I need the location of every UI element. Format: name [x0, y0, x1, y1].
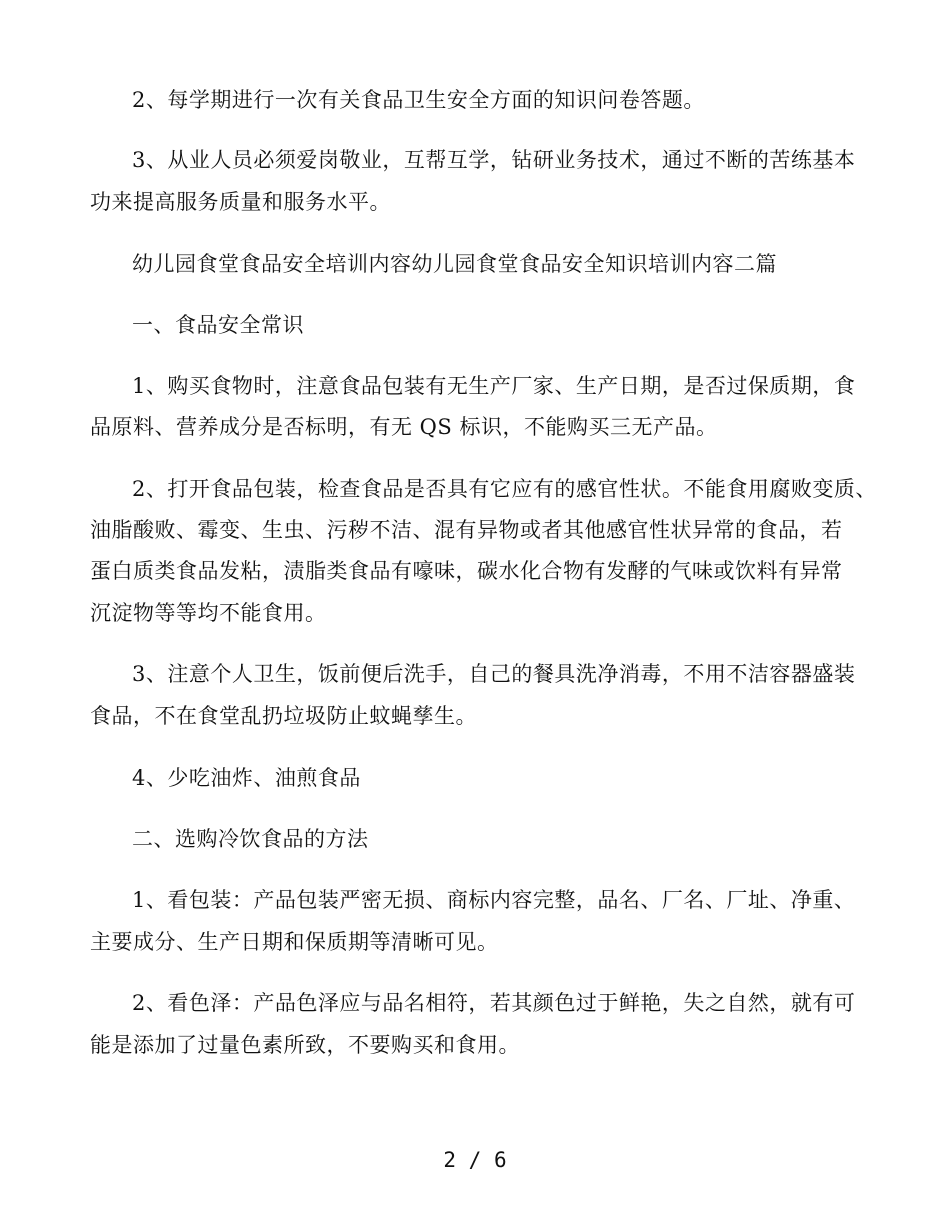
section2-item-2-line-2: 能是添加了过量色素所致，不要购买和食用。 — [90, 1033, 520, 1057]
section1-item-2-line-2: 油脂酸败、霉变、生虫、污秽不洁、混有异物或者其他感官性状异常的食品，若 — [90, 518, 843, 542]
section1-item-1-line-2: 品原料、营养成分是否标明，有无 QS 标识，不能购买三无产品。 — [90, 415, 718, 439]
section2-item-1-line-2: 主要成分、生产日期和保质期等清晰可见。 — [90, 930, 499, 954]
section1-item-2-line-1: 2、打开食品包装，检查食品是否具有它应有的感官性状。不能食用腐败变质、 — [132, 477, 877, 501]
section2-item-2-line-1: 2、看色泽：产品色泽应与品名相符，若其颜色过于鲜艳，失之自然，就有可 — [132, 991, 856, 1015]
section-heading-2: 二、选购冷饮食品的方法 — [132, 827, 369, 851]
document-title: 幼儿园食堂食品安全培训内容幼儿园食堂食品安全知识培训内容二篇 — [132, 252, 777, 276]
section1-item-2-line-4: 沉淀物等等均不能食用。 — [90, 601, 327, 625]
section1-item-3-line-1: 3、注意个人卫生，饭前便后洗手，自己的餐具洗净消毒，不用不洁容器盛装 — [132, 662, 856, 686]
section1-item-2-line-3: 蛋白质类食品发粘，渍脂类食品有嚎味，碳水化合物有发酵的气味或饮料有异常 — [90, 559, 843, 583]
section2-item-1-line-1: 1、看包装：产品包装严密无损、商标内容完整，品名、厂名、厂址、净重、 — [132, 888, 856, 912]
section-heading-1: 一、食品安全常识 — [132, 313, 304, 337]
paragraph-item-2: 2、每学期进行一次有关食品卫生安全方面的知识问卷答题。 — [132, 88, 705, 112]
paragraph-item-3-line-2: 功来提高服务质量和服务水平。 — [90, 190, 391, 214]
section1-item-4: 4、少吃油炸、油煎食品 — [132, 766, 361, 790]
section1-item-3-line-2: 食品，不在食堂乱扔垃圾防止蚊蝇孳生。 — [90, 704, 477, 728]
page-number: 2 / 6 — [443, 1148, 507, 1172]
section1-item-1-line-1: 1、购买食物时，注意食品包装有无生产厂家、生产日期，是否过保质期，食 — [132, 374, 856, 398]
paragraph-item-3-line-1: 3、从业人员必须爱岗敬业，互帮互学，钻研业务技术，通过不断的苦练基本 — [132, 148, 856, 172]
